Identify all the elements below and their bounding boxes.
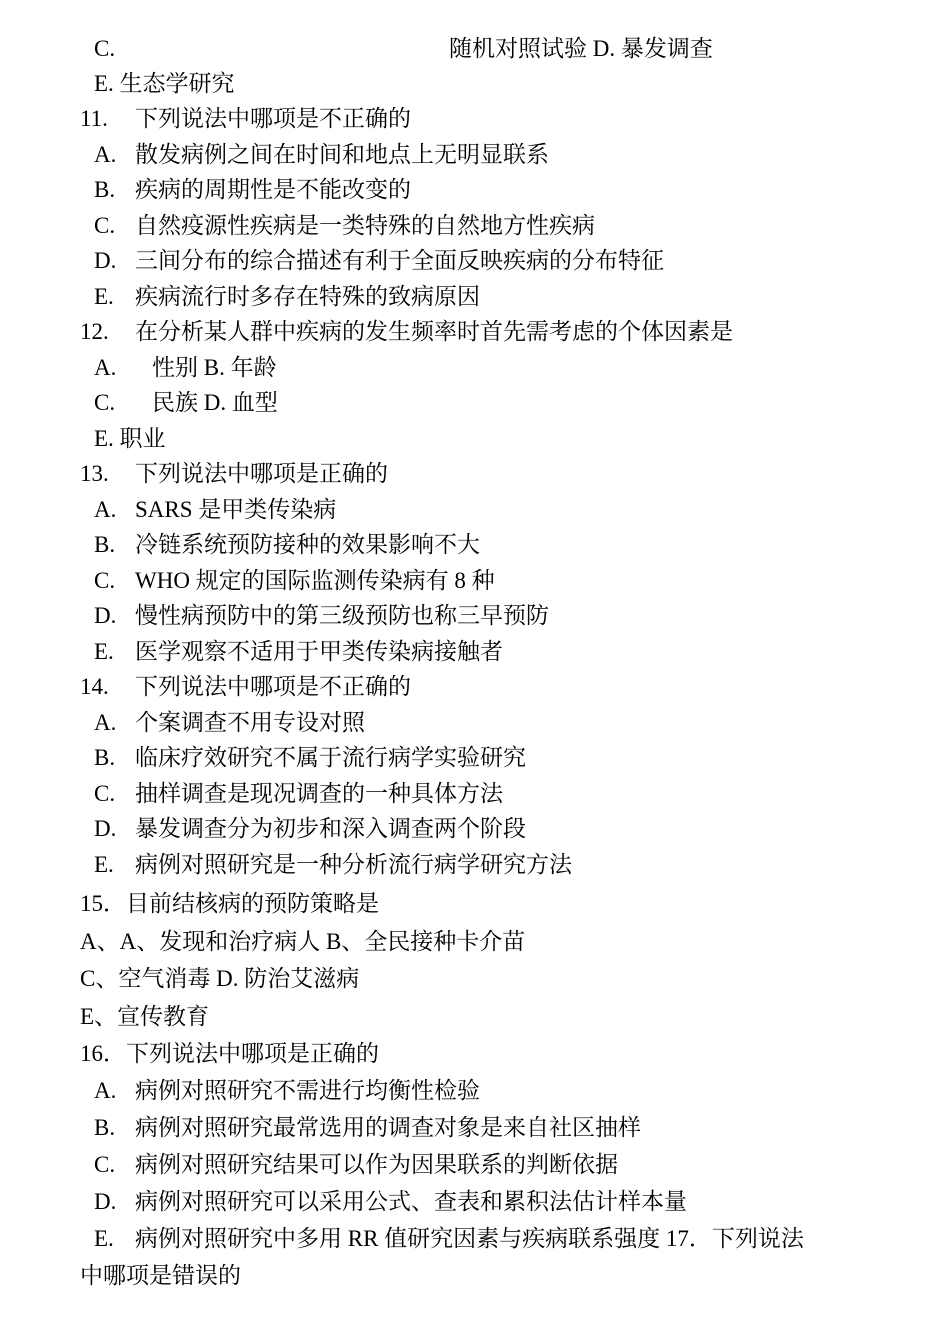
option-label: B. [94,532,116,557]
option-text: 医学观察不适用于甲类传染病接触者 [135,639,503,664]
line-label: C. [94,36,116,61]
option-text: 病例对照研究结果可以作为因果联系的判断依据 [135,1152,618,1177]
line-20 [94,743,526,773]
line-13 [94,495,336,525]
option-text: 个案调查不用专设对照 [135,710,365,735]
line-32 [94,1187,687,1217]
option-text: 抽样调查是现况调查的一种具体方法 [135,781,503,806]
option-label: A. [94,355,117,380]
option-label: C. [94,1152,116,1177]
line-1 [94,69,235,99]
line-22 [94,814,526,844]
line-23 [94,850,572,880]
question-text: 下列说法中哪项是不正确的 [135,106,411,131]
option-label: A. [94,497,117,522]
option-label: D. [94,248,117,273]
line-15 [94,566,495,596]
option-text: 性别 B. 年龄 [152,355,277,380]
question-number: 14. [80,674,109,699]
line-25 [80,927,525,957]
question-number: 13. [80,461,109,486]
line-17 [94,637,503,667]
option-label: A. [94,142,117,167]
option-label: C. [94,390,116,415]
option-text: 自然疫源性疾病是一类特殊的自然地方性疾病 [135,213,595,238]
line-8 [80,317,733,347]
line-26 [80,964,359,994]
line-3 [94,140,549,170]
question-text: 在分析某人群中疾病的发生频率时首先需考虑的个体因素是 [135,319,733,344]
option-text: 病例对照研究中多用 RR 值研究因素与疾病联系强度 17．下列说法 [135,1226,804,1251]
line-33 [94,1224,804,1254]
option-text: E. 职业 [94,426,166,451]
option-text: 病例对照研究是一种分析流行病学研究方法 [135,852,572,877]
option-label: E. [94,1226,114,1251]
line-19 [94,708,365,738]
line-6 [94,246,664,276]
question-text: 15．目前结核病的预防策略是 [80,891,379,916]
option-text: E、宣传教育 [80,1004,210,1029]
option-text: C、空气消毒 D. 防治艾滋病 [80,966,360,991]
option-text: A、A、发现和治疗病人 B、全民接种卡介苗 [80,929,526,954]
question-text: 16．下列说法中哪项是正确的 [80,1041,379,1066]
option-text: 民族 D. 血型 [152,390,278,415]
line-9 [94,353,277,383]
line-0 [94,34,713,64]
line-16 [94,601,549,631]
question-text: 下列说法中哪项是不正确的 [135,674,411,699]
line-21 [94,779,503,809]
option-text: 三间分布的综合描述有利于全面反映疾病的分布特征 [135,248,664,273]
question-text: 中哪项是错误的 [80,1263,241,1288]
line-4 [94,175,411,205]
option-text: 病例对照研究可以采用公式、查表和累积法估计样本量 [135,1189,687,1214]
option-text: 疾病流行时多存在特殊的致病原因 [135,284,480,309]
option-text: 病例对照研究不需进行均衡性检验 [135,1078,480,1103]
line-7 [94,282,480,312]
question-number: 11. [80,106,108,131]
option-label: D. [94,1189,117,1214]
line-12 [80,459,388,489]
line-28 [80,1039,379,1069]
line-text: 随机对照试验 D. 暴发调查 [449,36,713,61]
line-10 [94,388,278,418]
option-text: 临床疗效研究不属于流行病学实验研究 [135,745,526,770]
question-text: 下列说法中哪项是正确的 [135,461,388,486]
option-label: D. [94,603,117,628]
line-text: E. 生态学研究 [94,71,235,96]
option-label: D. [94,816,117,841]
option-label: E. [94,852,114,877]
option-label: B. [94,177,116,202]
line-30 [94,1113,641,1143]
question-number: 12. [80,319,109,344]
option-text: 冷链系统预防接种的效果影响不大 [135,532,480,557]
option-text: 暴发调查分为初步和深入调查两个阶段 [135,816,526,841]
line-27 [80,1002,209,1032]
option-label: E. [94,284,114,309]
line-5 [94,211,595,241]
option-text: WHO 规定的国际监测传染病有 8 种 [135,568,495,593]
option-text: 疾病的周期性是不能改变的 [135,177,411,202]
line-24 [80,889,379,919]
line-11 [94,424,166,454]
option-text: 病例对照研究最常选用的调查对象是来自社区抽样 [135,1115,641,1140]
line-29 [94,1076,480,1106]
option-text: 散发病例之间在时间和地点上无明显联系 [135,142,549,167]
option-label: C. [94,568,116,593]
option-label: A. [94,710,117,735]
option-text: 慢性病预防中的第三级预防也称三早预防 [135,603,549,628]
option-label: B. [94,745,116,770]
option-label: C. [94,781,116,806]
line-31 [94,1150,618,1180]
option-text: SARS 是甲类传染病 [135,497,337,522]
line-2 [80,104,411,134]
option-label: C. [94,213,116,238]
option-label: B. [94,1115,116,1140]
line-34 [80,1261,241,1291]
line-18 [80,672,411,702]
option-label: A. [94,1078,117,1103]
line-14 [94,530,480,560]
option-label: E. [94,639,114,664]
